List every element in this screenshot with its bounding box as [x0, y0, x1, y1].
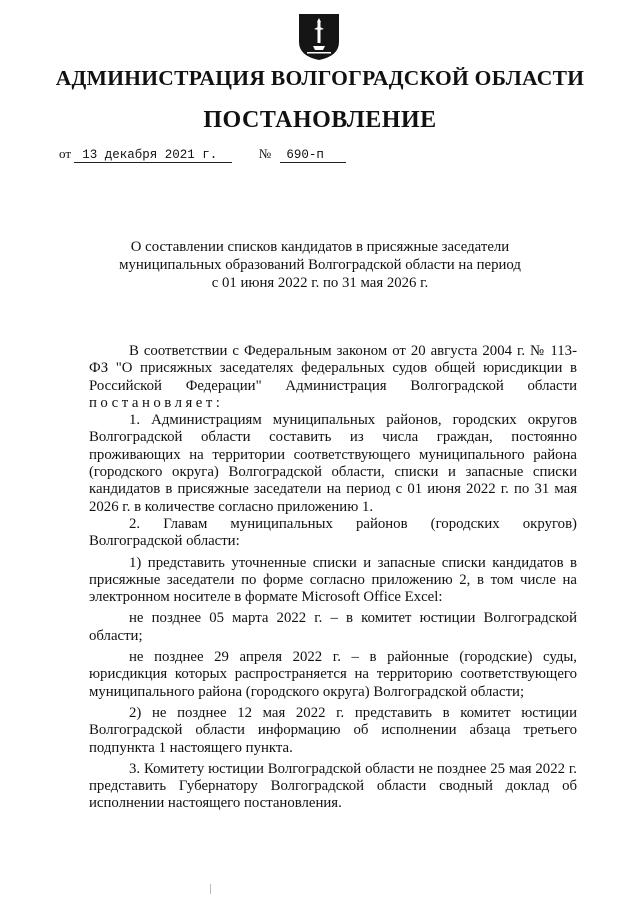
- document-title: [0, 238, 640, 292]
- intro-paragraph: [89, 343, 577, 412]
- intro-text: В соответствии с Федеральным законом от 20 августа 2004 г. № 113-ФЗ "О присяжных заседателях федеральных судов общей юрисдикции в Российской Федерации" Администрация Волгоградской области: [89, 343, 577, 394]
- document-number: 690-п: [280, 148, 346, 163]
- volgograd-coat-of-arms-icon: [297, 12, 341, 62]
- number-label: №: [258, 146, 272, 161]
- clause-3: 3. Комитету юстиции Волгоградской области не позднее 25 мая 2022 г. представить Губернатору Волгоградской области сводный доклад об исполнении настоящего постановления.: [89, 760, 577, 812]
- clause-2: 2. Главам муниципальных районов (городских округов) Волгоградской области:: [89, 515, 577, 550]
- title-line: О составлении списков кандидатов в присяжные заседатели: [130, 239, 510, 255]
- date-prefix: от: [59, 146, 72, 161]
- title-line: муниципальных образований Волгоградской области на период: [119, 257, 521, 273]
- title-line: с 01 июня 2022 г. по 31 мая 2026 г.: [211, 275, 429, 291]
- clause-2-1: 1) представить уточненные списки и запасные списки кандидатов в присяжные заседатели по форме согласно приложению 2, в том числе на электронном носителе в формате Microsoft Office Excel:: [89, 554, 577, 606]
- organization-name: АДМИНИСТРАЦИЯ ВОЛГОГРАДСКОЙ ОБЛАСТИ: [55, 66, 585, 90]
- document-date-line: [59, 146, 346, 163]
- scan-mark: [210, 884, 211, 894]
- clause-2-1-a: не позднее 05 марта 2022 г. – в комитет юстиции Волгоградской области;: [89, 610, 577, 644]
- document-type: ПОСТАНОВЛЕНИЕ: [203, 107, 437, 133]
- document-body: [89, 343, 577, 813]
- document-date: 13 декабря 2021 г.: [74, 148, 232, 163]
- clause-2-1-b: не позднее 29 апреля 2022 г. – в районные (городские) суды, юрисдикция которых распространяется на территорию соответствующего муниципального района (городского округа) Волгоградской области;: [89, 649, 577, 700]
- clause-1: 1. Администрациям муниципальных районов, городских округов Волгоградской области составить из числа граждан, постоянно проживающих на территории соответствующего муниципального района (городского округа) Волгоградской области, списки и запасные списки кандидатов в присяжные заседатели на период с 01 июня 2022 г. по 31 мая 2026 г. в количестве согласно приложению 1.: [89, 412, 577, 515]
- clause-2-2: 2) не позднее 12 мая 2022 г. представить в комитет юстиции Волгоградской области информацию об исполнении абзаца третьего подпункта 1 настоящего пункта.: [89, 704, 577, 756]
- decree-word: постановляет:: [89, 394, 224, 411]
